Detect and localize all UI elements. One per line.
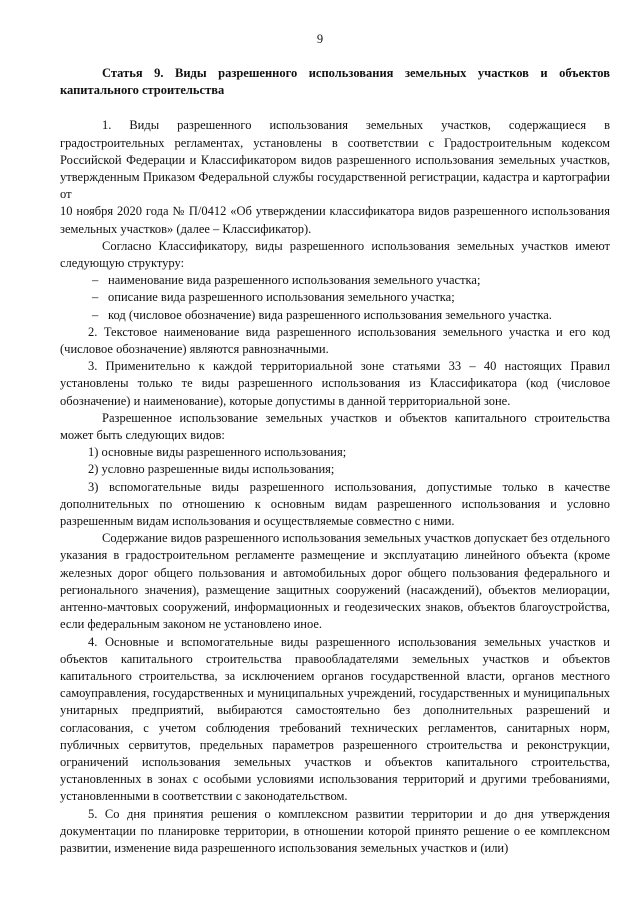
document-body — [60, 65, 610, 857]
dash-marker: – — [92, 273, 99, 288]
paragraph-3c: Содержание видов разрешенного использования земельных участков допускает без отдельного указания в градостроительном регламенте размещение и эксплуатацию линейного объекта (кроме железных дорог общего пользования и автомобильных дорог общего пользования федерального и регионального значения), размещение защитных сооружений (насаждений), объектов мелиорации, антенно-мачтовых сооружений, информационных и геодезических знаков, объектов благоустройства, если федеральным законом не установлено иное. — [60, 531, 610, 632]
list-item: 1) основные виды разрешенного использования; — [88, 445, 347, 460]
paragraph-3: 3. Применительно к каждой территориальной зоне статьями 33 – 40 настоящих Правил установлены только те виды разрешенного использования из Классификатора (код (числовое обозначение) и наименование), которые допустимы в данной территориальной зоне. — [60, 359, 610, 408]
article-title: Статья 9. Виды разрешенного использования земельных участков и объектов капитального строительства — [60, 66, 610, 98]
dash-marker: – — [92, 290, 99, 305]
paragraph-4: 4. Основные и вспомогательные виды разрешенного использования земельных участков и объектов капитального строительства правообладателями земельных участков и объектов капитального строительства, за исключением органов государственной власти, органов местного самоуправления, государственных и муниципальных учреждений, государственных и муниципальных унитарных предприятий, выбираются самостоятельно без дополнительных разрешений и согласования, с учетом соблюдения требований технических регламентов, санитарных норм, публичных сервитутов, предельных параметров разрешенного строительства и реконструкции, ограничений использования земельных участков и объектов капитального строительства, установленных в зонах с особыми условиями использования территорий и другими требованиями, установленными в соответствии с законодательством. — [60, 634, 610, 804]
list-item: – наименование вида разрешенного использования земельного участка; — [60, 272, 610, 289]
list-item: 2) условно разрешенные виды использования; — [88, 462, 335, 477]
paragraph-2: 2. Текстовое наименование вида разрешенного использования земельного участка и его код (числовое обозначение) являются равнозначными. — [60, 324, 610, 357]
paragraph-5: 5. Со дня принятия решения о комплексном развитии территории и до дня утверждения документации по планировке территории, в отношении которой принято решение о ее комплексном развитии, изменение вида разрешенного использования земельных участков и (или) — [60, 806, 610, 855]
paragraph-1c: Согласно Классификатору, виды разрешенного использования земельных участков имеют следующую структуру: — [60, 238, 610, 271]
list-item: – описание вида разрешенного использования земельного участка; — [60, 289, 610, 306]
page-number: 9 — [316, 32, 324, 46]
list-item: – код (числовое обозначение) вида разрешенного использования земельного участка. — [60, 307, 610, 324]
paragraph-1a: 1. Виды разрешенного использования земельных участков, содержащиеся в градостроительных регламентах, установлены в соответствии с Градостроительным кодексом Российской Федерации и Классификатором видов разрешенного использования земельных участков, утвержденным Приказом Федеральной службы государственной регистрации, кадастра и картографии от — [60, 118, 610, 202]
paragraph-1b: 10 ноября 2020 года № П/0412 «Об утверждении классификатора видов разрешенного использования земельных участков» (далее – Классификатор). — [60, 204, 610, 236]
dash-marker: – — [92, 307, 99, 322]
list-item: 3) вспомогательные виды разрешенного использования, допустимые только в качестве дополнительных по отношению к основным видам разрешенного использования и условно разрешенным видам использования и осуществляемые совместно с ними. — [60, 479, 610, 529]
paragraph-3b: Разрешенное использование земельных участков и объектов капитального строительства может быть следующих видов: — [60, 410, 610, 443]
